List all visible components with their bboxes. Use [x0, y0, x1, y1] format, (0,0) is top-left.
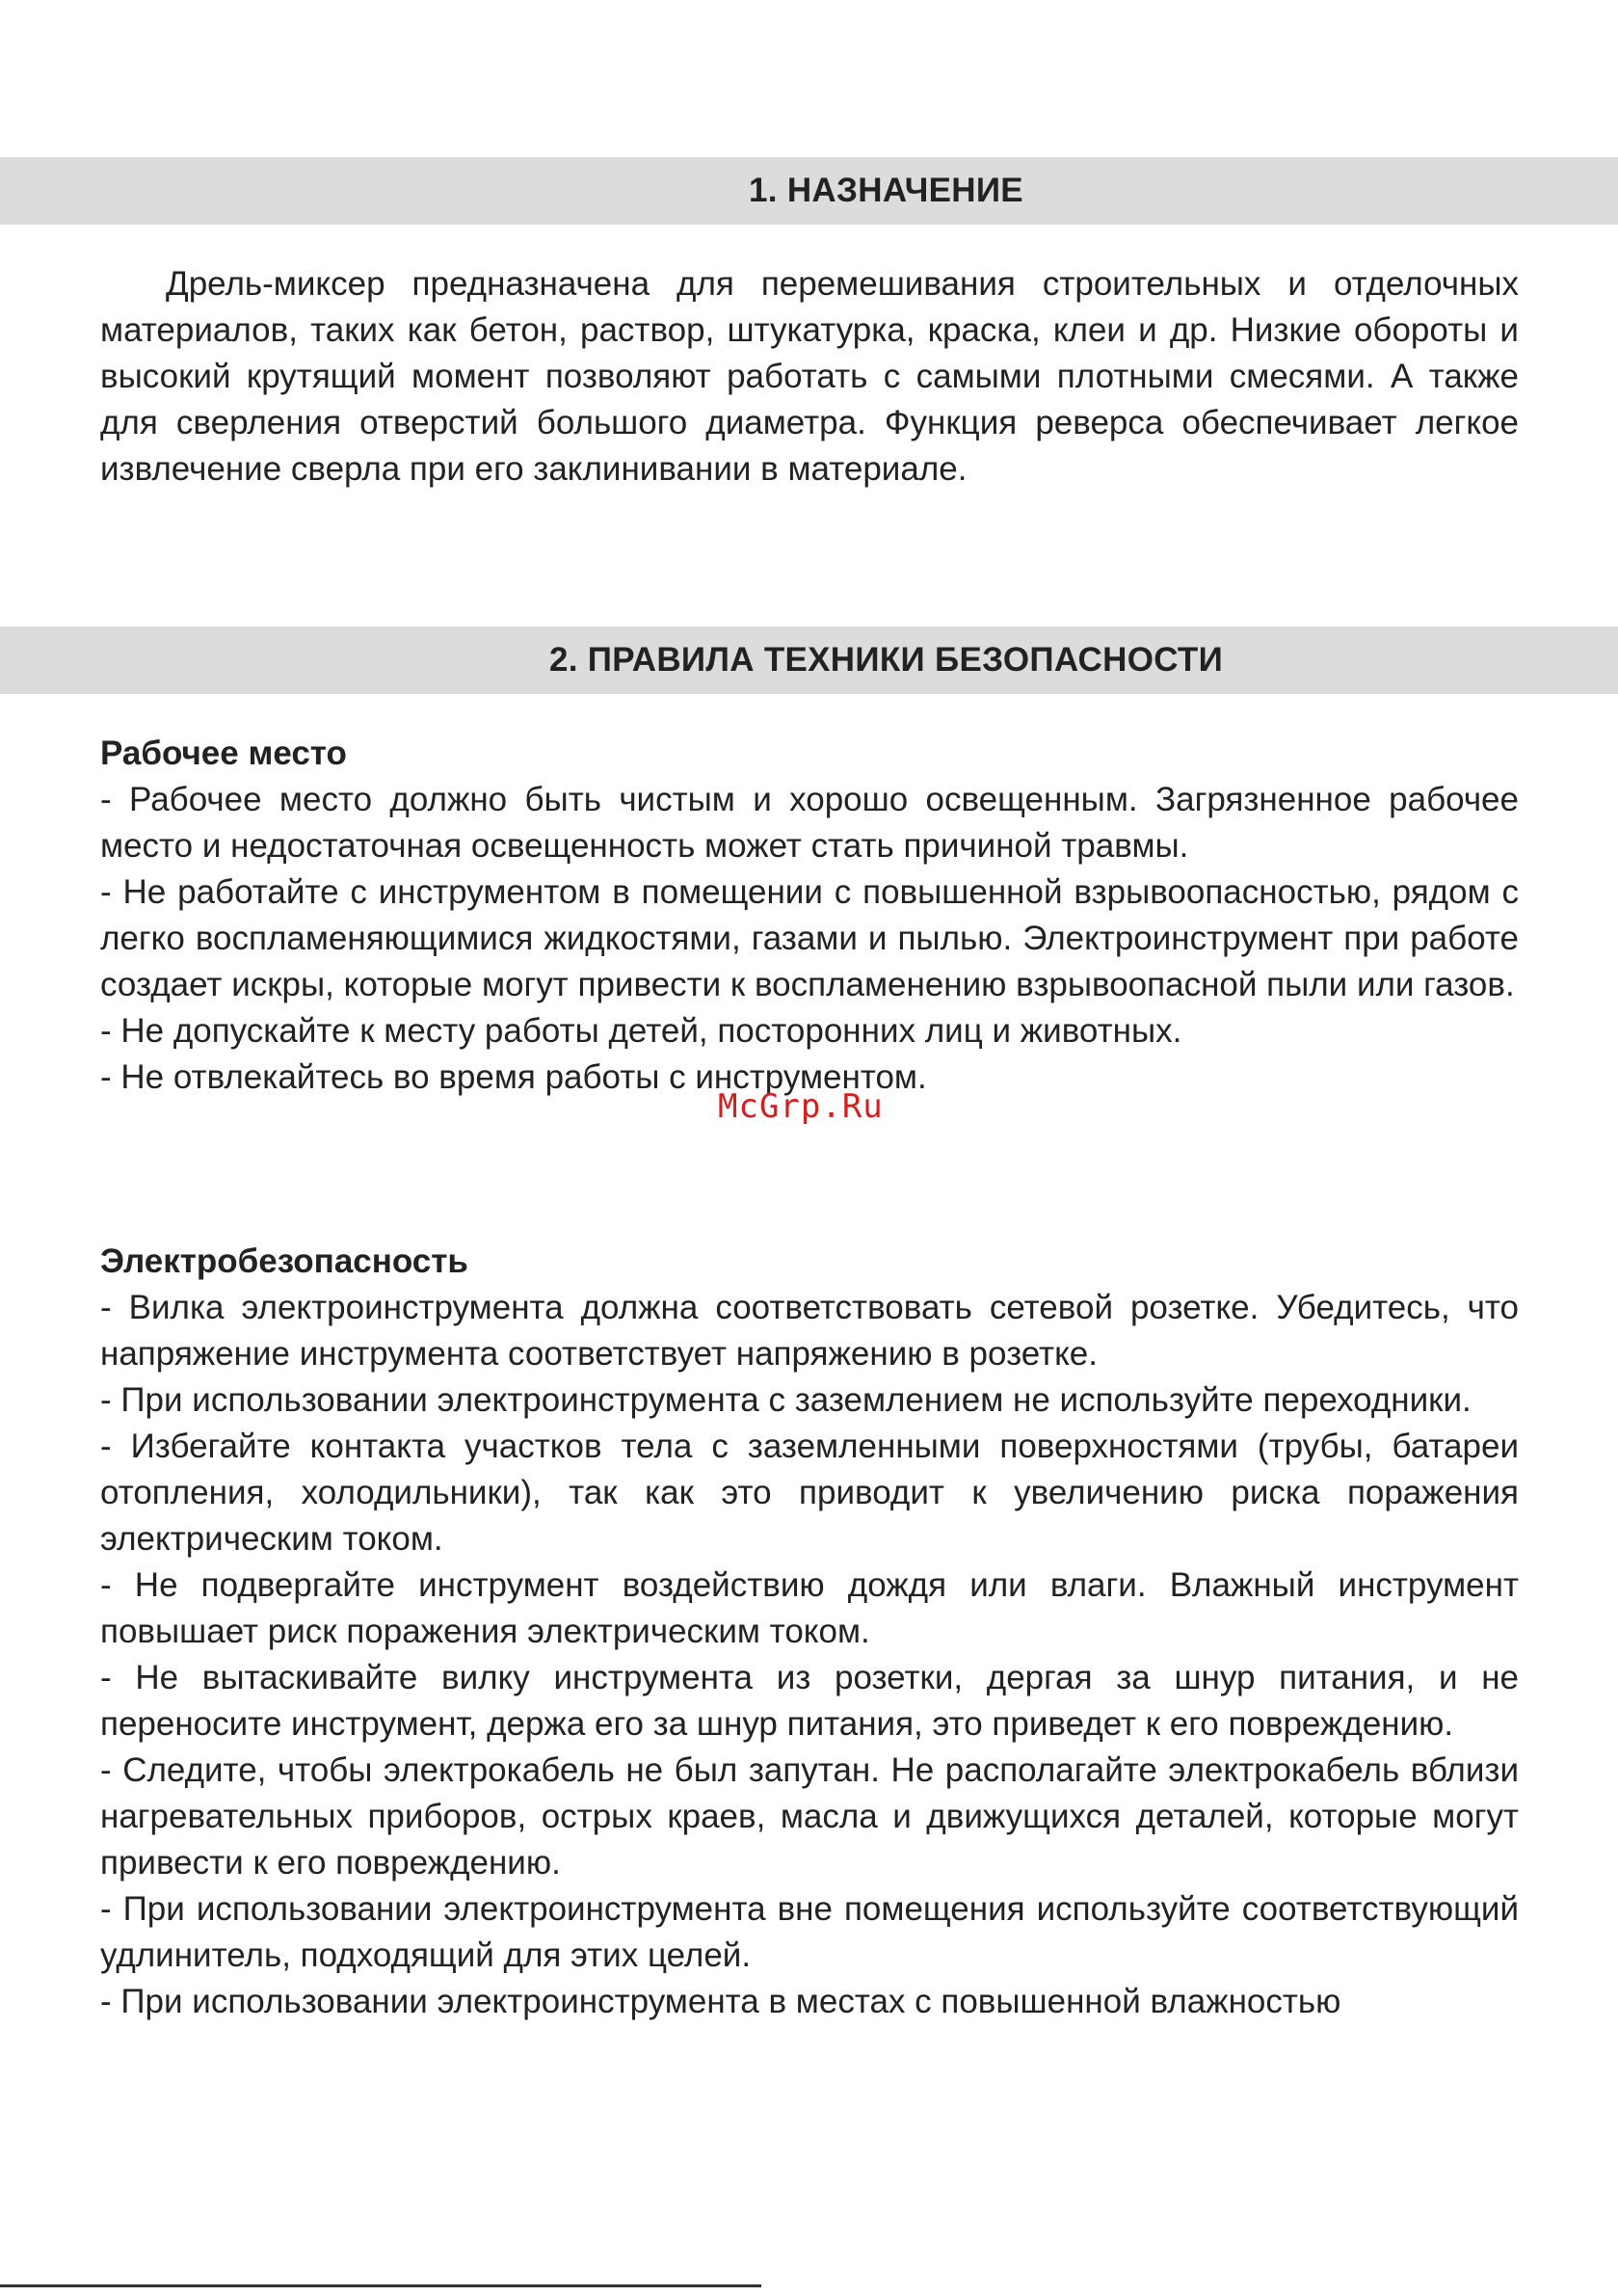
- electrical-block: [100, 1239, 1519, 2025]
- footer-rule: [0, 2284, 761, 2287]
- purpose-paragraph: Дрель-миксер предназначена для перемешивания строительных и отделочных материалов, таких как бетон, раствор, штукатурка, краска, клеи и др. Низкие обороты и высокий крутящий момент позволяют работать с самыми плотными смесями. А также для сверления отверстий большого диаметра. Функция реверса обеспечивает легкое извлечение сверла при его заклинивании в материале.: [100, 265, 1519, 488]
- electrical-heading: Электробезопасность: [100, 1242, 468, 1280]
- workplace-heading: Рабочее место: [100, 734, 347, 772]
- electrical-item: - Вилка электроинструмента должна соответствовать сетевой розетке. Убедитесь, что напряжение инструмента соответствует напряжению в розетке.: [100, 1289, 1519, 1373]
- electrical-item: - При использовании электроинструмента в местах с повышенной влажностью: [100, 1983, 1341, 2020]
- workplace-block: [100, 731, 1519, 1101]
- electrical-item: - Не подвергайте инструмент воздействию дождя или влаги. Влажный инструмент повышает риск поражения электрическим током.: [100, 1566, 1519, 1650]
- electrical-item: - При использовании электроинструмента вне помещения используйте соответствующий удлинитель, подходящий для этих целей.: [100, 1890, 1519, 1974]
- workplace-item: - Не работайте с инструментом в помещении с повышенной взрывоопасностью, рядом с легко воспламеняющимися жидкостями, газами и пылью. Электроинструмент при работе создает искры, которые могут привести к воспламенению взрывоопасной пыли или газов.: [100, 873, 1519, 1003]
- workplace-item: - Не допускайте к месту работы детей, посторонних лиц и животных.: [100, 1012, 1182, 1050]
- electrical-item: - Избегайте контакта участков тела с заземленными поверхностями (трубы, батареи отопления, холодильники), так как это приводит к увеличению риска поражения электрическим током.: [100, 1428, 1519, 1558]
- workplace-item: - Рабочее место должно быть чистым и хорошо освещенным. Загрязненное рабочее место и недостаточная освещенность может стать причиной травмы.: [100, 781, 1519, 865]
- watermark: McGrp.Ru: [718, 1087, 884, 1126]
- electrical-item: - При использовании электроинструмента с заземлением не используйте переходники.: [100, 1381, 1472, 1419]
- workplace-item: - Не отвлекайтесь во время работы с инструментом.: [100, 1058, 927, 1096]
- section-1-body: [100, 261, 1519, 493]
- electrical-item: - Не вытаскивайте вилку инструмента из розетки, дергая за шнур питания, и не переносите инструмент, держа его за шнур питания, это приведет к его повреждению.: [100, 1659, 1519, 1743]
- section-2-header: [0, 627, 1618, 694]
- electrical-item: - Следите, чтобы электрокабель не был запутан. Не располагайте электрокабель вблизи нагревательных приборов, острых краев, масла и движущихся деталей, которые могут привести к его повреждению.: [100, 1751, 1519, 1882]
- section-2-title: 2. ПРАВИЛА ТЕХНИКИ БЕЗОПАСНОСТИ: [548, 641, 1224, 679]
- section-1-title: 1. НАЗНАЧЕНИЕ: [749, 172, 1023, 209]
- section-1-header: [0, 157, 1618, 225]
